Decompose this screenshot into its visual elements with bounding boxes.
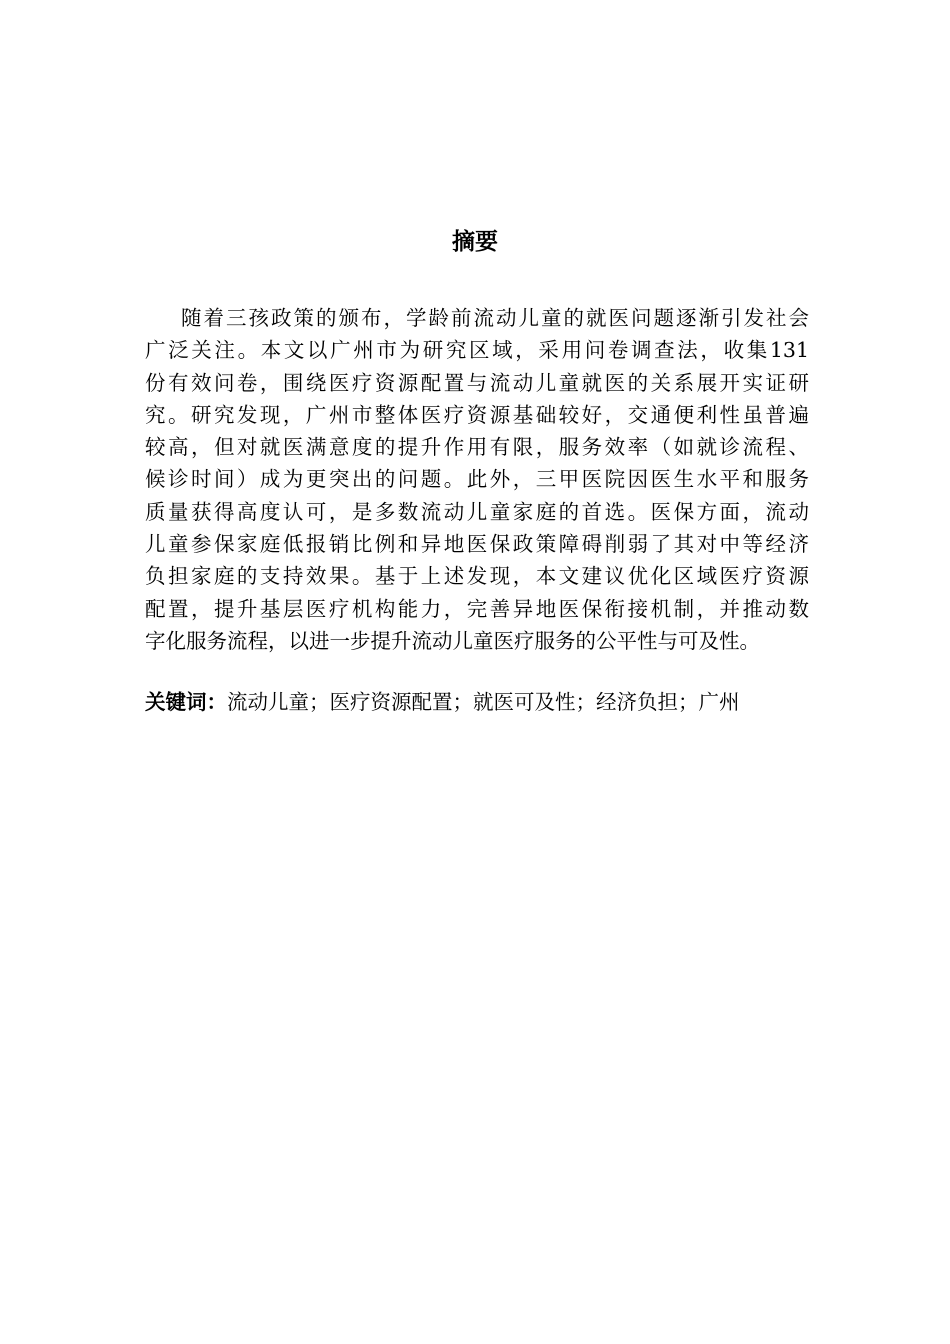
abstract-title: 摘要 [452, 229, 498, 255]
abstract-line: 儿童参保家庭低报销比例和异地医保政策障碍削弱了其对中等经济 [145, 532, 809, 557]
abstract-body [145, 302, 809, 657]
abstract-line: 负担家庭的支持效果。基于上述发现，本文建议优化区域医疗资源 [145, 564, 809, 589]
abstract-line: 字化服务流程，以进一步提升流动儿童医疗服务的公平性与可及性。 [145, 628, 760, 653]
keywords-line [145, 686, 825, 718]
keywords-label: 关键词： [145, 690, 227, 714]
abstract-line: 较高，但对就医满意度的提升作用有限，服务效率（如就诊流程、 [145, 435, 809, 460]
keywords-text: 流动儿童；医疗资源配置；就医可及性；经济负担；广州 [227, 690, 740, 714]
abstract-line: 广泛关注。本文以广州市为研究区域，采用问卷调查法，收集131 [145, 338, 809, 363]
abstract-line: 候诊时间）成为更突出的问题。此外，三甲医院因医生水平和服务 [145, 467, 809, 492]
abstract-line: 随着三孩政策的颁布，学龄前流动儿童的就医问题逐渐引发社会 [181, 306, 809, 330]
abstract-line: 配置，提升基层医疗机构能力，完善异地医保衔接机制，并推动数 [145, 596, 809, 621]
abstract-line: 质量获得高度认可，是多数流动儿童家庭的首选。医保方面，流动 [145, 499, 809, 524]
abstract-line: 份有效问卷，围绕医疗资源配置与流动儿童就医的关系展开实证研 [145, 370, 809, 395]
abstract-line: 究。研究发现，广州市整体医疗资源基础较好，交通便利性虽普遍 [145, 402, 809, 427]
